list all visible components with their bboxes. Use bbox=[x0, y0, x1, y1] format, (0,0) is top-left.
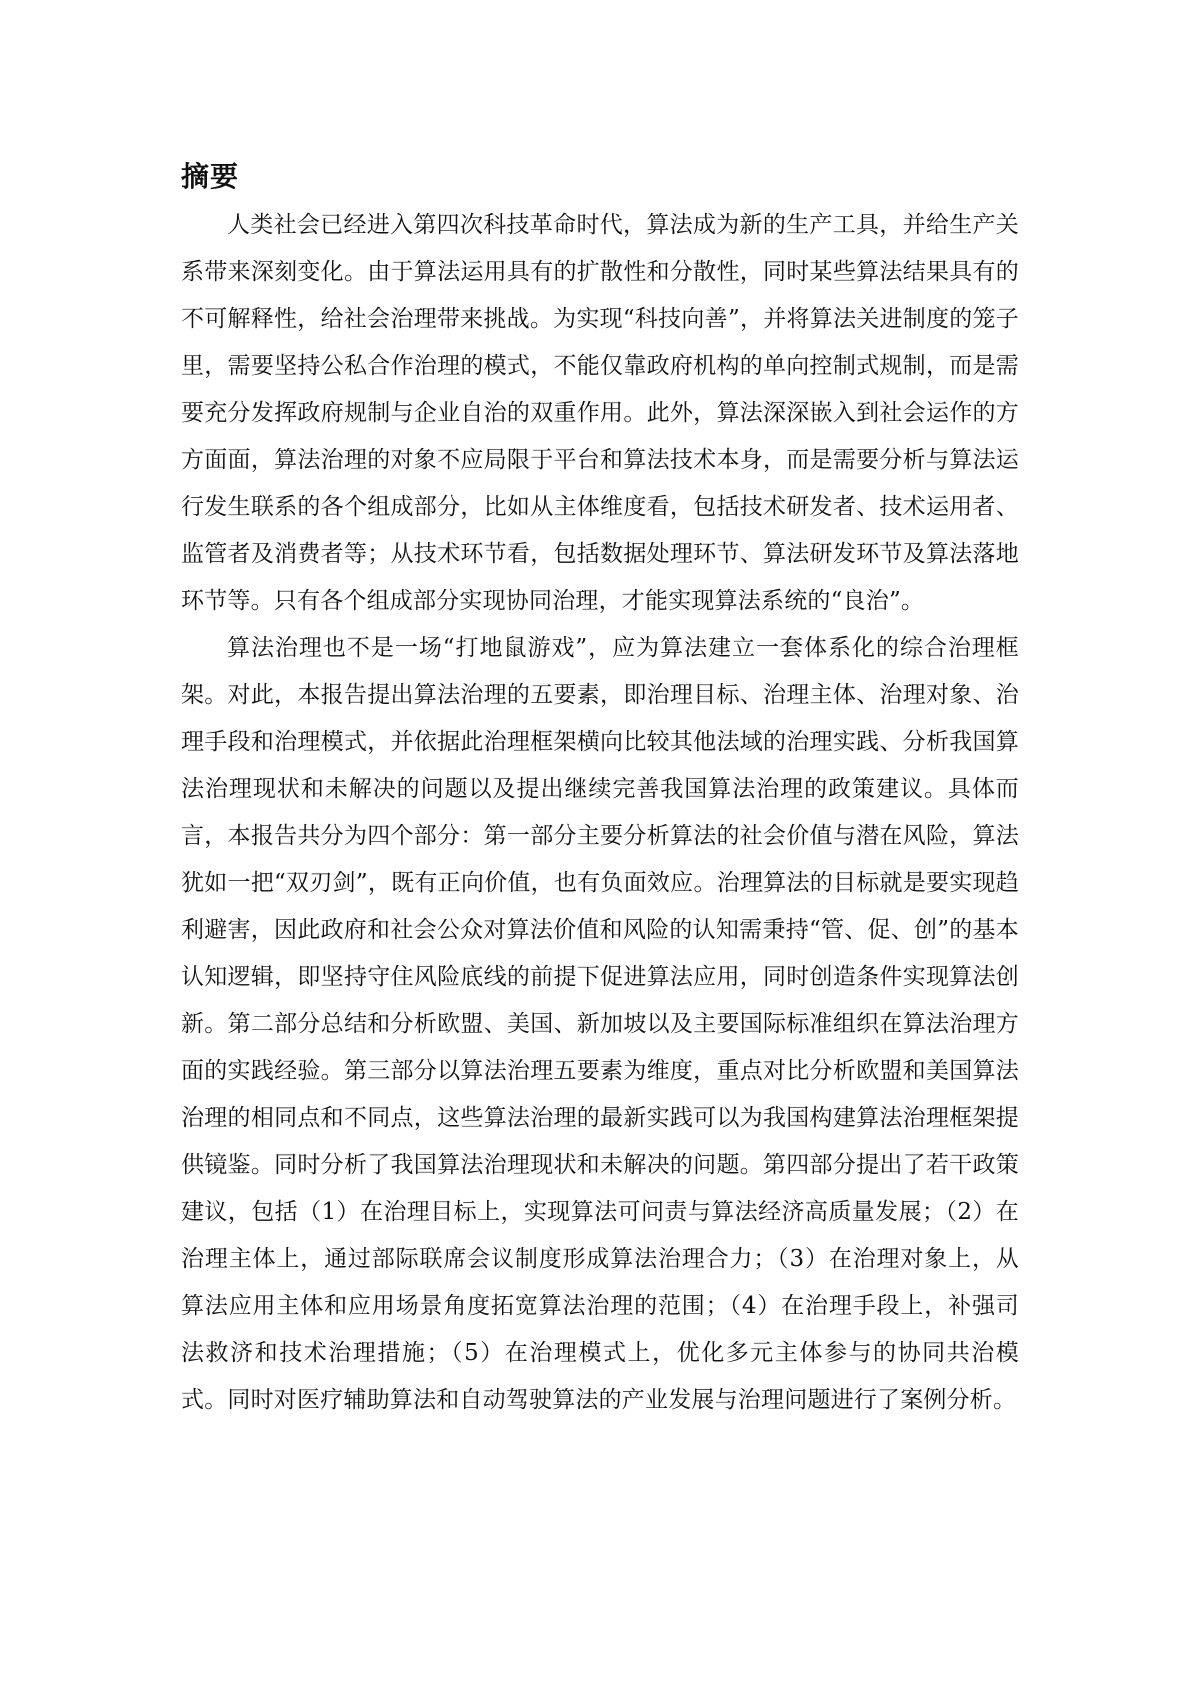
document-page bbox=[181, 152, 1019, 1424]
abstract-paragraph-2: 算法治理也不是一场“打地鼠游戏”，应为算法建立一套体系化的综合治理框架。对此，本报告提出算法治理的五要素，即治理目标、治理主体、治理对象、治理手段和治理模式，并依据此治理框架横向比较其他法域的治理实践、分析我国算法治理现状和未解决的问题以及提出继续完善我国算法治理的政策建议。具体而言，本报告共分为四个部分：第一部分主要分析算法的社会价值与潜在风险，算法犹如一把“双刃剑”，既有正向价值，也有负面效应。治理算法的目标就是要实现趋利避害，因此政府和社会公众对算法价值和风险的认知需秉持“管、促、创”的基本认知逻辑，即坚持守住风险底线的前提下促进算法应用，同时创造条件实现算法创新。第二部分总结和分析欧盟、美国、新加坡以及主要国际标准组织在算法治理方面的实践经验。第三部分以算法治理五要素为维度，重点对比分析欧盟和美国算法治理的相同点和不同点，这些算法治理的最新实践可以为我国构建算法治理框架提供镜鉴。同时分析了我国算法治理现状和未解决的问题。第四部分提出了若干政策建议，包括（1）在治理目标上，实现算法可问责与算法经济高质量发展；（2）在治理主体上，通过部际联席会议制度形成算法治理合力；（3）在治理对象上，从算法应用主体和应用场景角度拓宽算法治理的范围；（4）在治理手段上，补强司法救济和技术治理措施；（5）在治理模式上，优化多元主体参与的协同共治模式。同时对医疗辅助算法和自动驾驶算法的产业发展与治理问题进行了案例分析。 bbox=[181, 635, 1019, 1413]
abstract-heading: 摘要 bbox=[181, 160, 240, 193]
abstract-paragraph-1: 人类社会已经进入第四次科技革命时代，算法成为新的生产工具，并给生产关系带来深刻变化。由于算法运用具有的扩散性和分散性，同时某些算法结果具有的不可解释性，给社会治理带来挑战。为实现“科技向善”，并将算法关进制度的笼子里，需要坚持公私合作治理的模式，不能仅靠政府机构的单向控制式规制，而是需要充分发挥政府规制与企业自治的双重作用。此外，算法深深嵌入到社会运作的方方面面，算法治理的对象不应局限于平台和算法技术本身，而是需要分析与算法运行发生联系的各个组成部分，比如从主体维度看，包括技术研发者、技术运用者、监管者及消费者等；从技术环节看，包括数据处理环节、算法研发环节及算法落地环节等。只有各个组成部分实现协同治理，才能实现算法系统的“良治”。 bbox=[181, 212, 1019, 614]
